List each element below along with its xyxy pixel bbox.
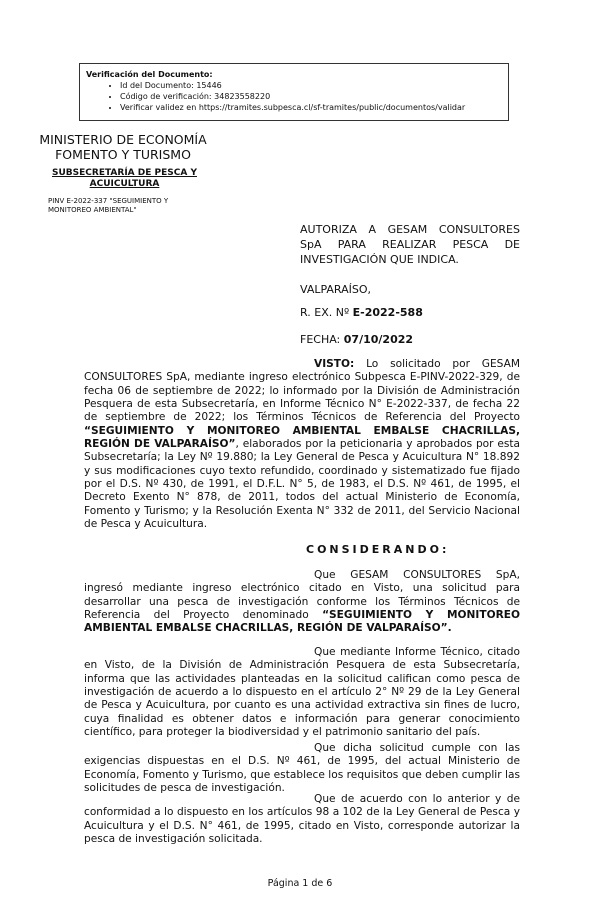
page-number: Página 1 de 6 [267, 878, 333, 889]
p2-text: Que mediante Informe Técnico, citado en Visto, de la División de Administración Pesquera de esta Subsecretaría, informa que las actividades planteadas en la solicitud califican como pesca de investigación de acuerdo a lo dispuesto en el artículo 2° Nº 29 de la Ley General de Pesca y Acuicultura, por cuanto es una actividad extractiva sin fines de lucro, cuya finalidad es obtener datos e información para generar conocimiento científico, para proteger la biodiversidad y el patrimonio sanitario del país. [84, 646, 520, 739]
ministry-line-1: MINISTERIO DE ECONOMÍA [39, 132, 207, 147]
verification-url[interactable]: • Verificar validez en https://tramites.subpesca.cl/sf-tramites/public/documentos/validar [120, 102, 508, 113]
visto-label: VISTO: [314, 358, 355, 370]
verification-id: • Id del Documento: 15446 [120, 80, 508, 91]
ministry-line-2: FOMENTO Y TURISMO [55, 147, 191, 162]
verification-list [86, 80, 508, 113]
rex-label: R. EX. Nº [300, 306, 350, 319]
visto-text-a: Lo solicitado por GESAM CONSULTORES SpA, mediante ingreso electrónico Subpesca E-PINV-2022-329, de fecha 06 de septiembre de 2022; lo informado por la División de Administración Pesquera de esta Subsecretaría, en Informe Técnico N° E-2022-337, de fecha 22 de septiembre de 2022; los Términos Técnicos de Referencia del Proyecto [84, 358, 520, 424]
fecha-value: 07/10/2022 [343, 333, 414, 346]
visto-paragraph [84, 358, 520, 531]
p1-text: Que GESAM CONSULTORES SpA, ingresó mediante ingreso electrónico citado en Visto, una solicitud para desarrollar una pesca de investigación conforme los Términos Técnicos de Referencia del Proyecto denominado [84, 569, 520, 622]
considerando-paragraph-1 [84, 569, 520, 636]
pinv-reference: PINV E-2022-337 "SEGUIMIENTO Y MONITOREO AMBIENTAL" [48, 197, 169, 214]
considerando-heading: CONSIDERANDO: [306, 543, 450, 556]
subsecretaria-name: SUBSECRETARÍA DE PESCA Y ACUICULTURA [52, 168, 197, 189]
resolution-summary: AUTORIZA A GESAM CONSULTORES SpA PARA REALIZAR PESCA DE INVESTIGACIÓN QUE INDICA. [300, 223, 520, 266]
visto-text-b: , elaborados por la peticionaria y aprobados por esta Subsecretaría; la Ley Nº 19.880; la Ley General de Pesca y Acuicultura N° 18.892 y sus modificaciones cuyo texto refundido, coordinado y sistematizado fue fijado por el D.S. Nº 430, de 1991, el D.F.L. N° 5, de 1983, el D.S. Nº 461, de 1995, el Decreto Exento N° 878, de 2011, todos del actual Ministerio de Economía, Fomento y Turismo; y la Resolución Exenta N° 332 de 2011, del Servicio Nacional de Pesca y Acuicultura. [84, 438, 521, 531]
considerando-paragraph-3 [84, 742, 520, 795]
considerando-paragraph-4 [84, 793, 520, 846]
resolution-number [300, 306, 520, 319]
verification-title: Verificación del Documento: [86, 70, 213, 79]
considerando-paragraph-2 [84, 646, 520, 739]
ministry-name [38, 132, 208, 162]
p1-project: “SEGUIMIENTO Y MONITOREO AMBIENTAL EMBALSE CHACRILLAS, REGIÓN DE VALPARAÍSO”. [84, 609, 520, 635]
verification-box [79, 63, 509, 121]
rex-value: E-2022-588 [352, 306, 423, 319]
verification-code: • Código de verificación: 34823558220 [120, 91, 508, 102]
p3-text: Que dicha solicitud cumple con las exigencias dispuestas en el D.S. Nº 461, de 1995, del actual Ministerio de Economía, Fomento y Turismo, que establece los requisitos que deben cumplir las solicitudes de pesca de investigación. [84, 742, 520, 795]
p4-text: Que de acuerdo con lo anterior y de conformidad a lo dispuesto en los artículos 98 a 102 de la Ley General de Pesca y Acuicultura y el D.S. N° 461, de 1995, citado en Visto, corresponde autorizar la pesca de investigación solicitada. [84, 793, 520, 846]
resolution-date [300, 333, 520, 346]
fecha-label: FECHA: [300, 333, 341, 346]
place-label: VALPARAÍSO, [300, 283, 372, 296]
visto-project: “SEGUIMIENTO Y MONITOREO AMBIENTAL EMBALSE CHACRILLAS, REGIÓN DE VALPARAÍSO” [84, 424, 520, 451]
